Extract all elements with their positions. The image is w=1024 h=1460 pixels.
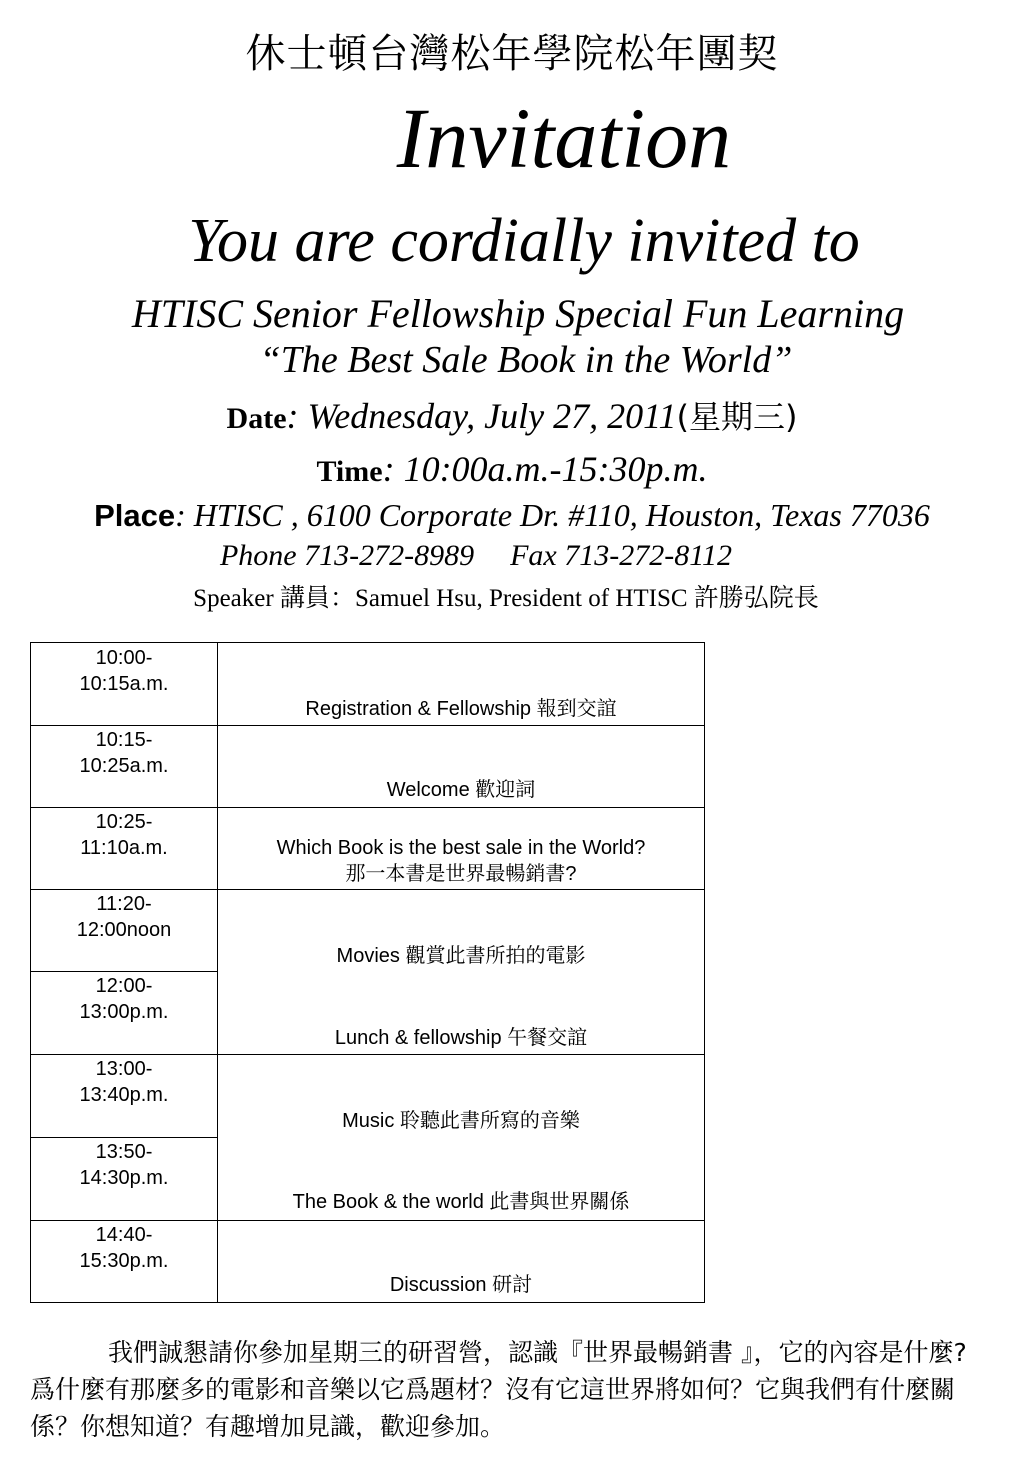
time-end: 15:30p.m. bbox=[79, 1250, 169, 1272]
activity: Discussion 研討 bbox=[389, 1274, 533, 1296]
activity: The Book & the world 此書與世界關係 bbox=[292, 1191, 630, 1213]
time-slot bbox=[31, 645, 217, 697]
activity: Movies 觀賞此書所拍的電影 bbox=[336, 945, 586, 967]
activity: Lunch & fellowship 午餐交誼 bbox=[334, 1027, 588, 1049]
time-start: 12:00- bbox=[95, 975, 153, 997]
date-cn: (星期三) bbox=[676, 398, 798, 436]
time-end: 10:15a.m. bbox=[79, 673, 169, 695]
phone-number: Phone 713-272-8989 bbox=[219, 539, 475, 572]
time-start: 10:25- bbox=[95, 811, 153, 833]
time-value: 10:00a.m.-15:30p.m. bbox=[403, 449, 708, 489]
time-slot bbox=[31, 891, 217, 943]
activity: Which Book is the best sale in the World? bbox=[276, 837, 646, 859]
time-slot bbox=[31, 809, 217, 861]
time-start: 10:15- bbox=[95, 729, 153, 751]
time-slot bbox=[31, 1222, 217, 1274]
activity: Music 聆聽此書所寫的音樂 bbox=[342, 1110, 580, 1132]
time-start: 13:00- bbox=[95, 1058, 153, 1080]
schedule-table bbox=[30, 642, 705, 1303]
time-end: 13:40p.m. bbox=[79, 1084, 169, 1106]
speaker-line: Speaker 講員：Samuel Hsu, President of HTISC 許勝弘院長 bbox=[193, 585, 819, 612]
activity: Registration & Fellowship 報到交誼 bbox=[305, 698, 617, 720]
time-start: 14:40- bbox=[95, 1224, 153, 1246]
time-line: Time: 10:00a.m.-15:30p.m. bbox=[316, 449, 708, 489]
time-slot bbox=[31, 973, 217, 1025]
row-divider bbox=[31, 1220, 705, 1221]
time-slot bbox=[31, 1056, 217, 1108]
row-divider bbox=[31, 971, 217, 972]
row-divider bbox=[31, 807, 705, 808]
fax-number: Fax 713-272-8112 bbox=[510, 539, 733, 572]
time-start: 13:50- bbox=[95, 1141, 153, 1163]
time-slot bbox=[31, 727, 217, 779]
event-name: HTISC Senior Fellowship Special Fun Learning bbox=[131, 291, 905, 336]
time-start: 10:00- bbox=[95, 647, 153, 669]
time-end: 10:25a.m. bbox=[79, 755, 169, 777]
row-divider bbox=[31, 1054, 705, 1055]
activity: 那一本書是世界最暢銷書? bbox=[345, 863, 577, 885]
place-value: HTISC , 6100 Corporate Dr. #110, Houston, Texas 77036 bbox=[193, 497, 930, 533]
closing-paragraph: 我們誠懇請你參加星期三的研習營，認識『世界最暢銷書 』，它的內容是什麼? 爲什麼有那麼多的電影和音樂以它爲題材？沒有它這世界將如何？它與我們有什麼關係？你想知道？有趣增加見識，歡迎參加。 bbox=[30, 1338, 967, 1441]
time-start: 11:20- bbox=[96, 893, 152, 915]
activity: Welcome 歡迎詞 bbox=[386, 779, 536, 801]
date-label: Date bbox=[226, 402, 287, 435]
time-end: 12:00noon bbox=[76, 919, 172, 941]
event-subtitle: “The Best Sale Book in the World” bbox=[259, 339, 793, 381]
organization-name: 休士頓台灣松年學院松年團契 bbox=[245, 31, 779, 77]
place-line: Place: HTISC , 6100 Corporate Dr. #110, Houston, Texas 77036 bbox=[94, 497, 930, 533]
time-label: Time bbox=[316, 455, 383, 488]
invited-line: You are cordially invited to bbox=[188, 207, 860, 275]
row-divider bbox=[31, 725, 705, 726]
date-value: Wednesday, July 27, 2011 bbox=[307, 396, 677, 436]
time-end: 14:30p.m. bbox=[79, 1167, 169, 1189]
time-slot bbox=[31, 1139, 217, 1191]
time-end: 11:10a.m. bbox=[80, 837, 168, 859]
invitation-title: Invitation bbox=[396, 90, 732, 186]
date-line: Date: Wednesday, July 27, 2011(星期三) bbox=[226, 396, 798, 436]
phone-line bbox=[0, 538, 988, 573]
place-label: Place bbox=[94, 498, 176, 533]
row-divider bbox=[31, 889, 705, 890]
row-divider bbox=[31, 1137, 217, 1138]
time-end: 13:00p.m. bbox=[79, 1001, 169, 1023]
